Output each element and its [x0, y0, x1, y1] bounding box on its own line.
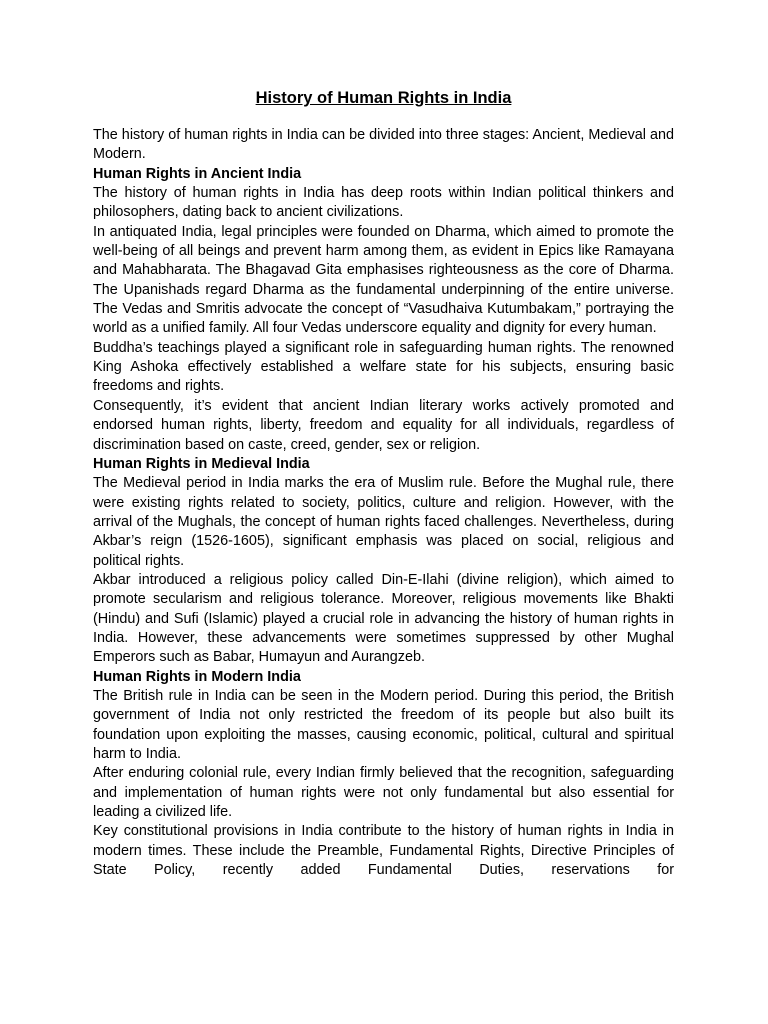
document-title: History of Human Rights in India	[255, 89, 512, 107]
medieval-paragraph-1: The Medieval period in India marks the era of Muslim rule. Before the Mughal rule, there were existing rights related to society, politics, culture and religion. However, with the arrival of the Mughals, the concept of human rights faced challenges. Nevertheless, during Akbar’s reign (1526-1605), significant emphasis was placed on social, religious and political rights.	[93, 475, 674, 569]
modern-paragraph-2: After enduring colonial rule, every Indian firmly believed that the recognition, safeguarding and implementation of human rights were not only fundamental but also essential for leading a civilized life.	[93, 765, 674, 821]
section-heading-medieval: Human Rights in Medieval India	[93, 455, 310, 472]
document-page	[93, 88, 674, 880]
modern-paragraph-3: Key constitutional provisions in India contribute to the history of human rights in India in modern times. These include the Preamble, Fundamental Rights, Directive Principles of State Policy, recently added Fundamental Duties, reservations for	[93, 823, 674, 879]
section-heading-modern: Human Rights in Modern India	[93, 668, 301, 685]
modern-paragraph-1: The British rule in India can be seen in the Modern period. During this period, the British government of India not only restricted the freedom of its people but also built its foundation upon exploiting the masses, causing economic, political, cultural and spiritual harm to India.	[93, 687, 674, 762]
ancient-paragraph-3: Buddha’s teachings played a significant role in safeguarding human rights. The renowned King Ashoka effectively established a welfare state for his subjects, ensuring basic freedoms and rights.	[93, 339, 674, 395]
ancient-paragraph-2: In antiquated India, legal principles were founded on Dharma, which aimed to promote the well-being of all beings and prevent harm among them, as evident in Epics like Ramayana and Mahabharata. The Bhagavad Gita emphasises righteousness as the core of Dharma. The Upanishads regard Dharma as the fundamental underpinning of the entire universe. The Vedas and Smritis advocate the concept of “Vasudhaiva Kutumbakam,” portraying the world as a unified family. All four Vedas underscore equality and dignity for every human.	[93, 223, 674, 337]
intro-paragraph: The history of human rights in India can be divided into three stages: Ancient, Medieval and Modern.	[93, 127, 674, 163]
section-heading-ancient: Human Rights in Ancient India	[93, 165, 302, 182]
ancient-paragraph-4: Consequently, it’s evident that ancient Indian literary works actively promoted and endorsed human rights, liberty, freedom and equality for all individuals, regardless of discrimination based on caste, creed, gender, sex or religion.	[93, 397, 674, 453]
ancient-paragraph-1: The history of human rights in India has deep roots within Indian political thinkers and philosophers, dating back to ancient civilizations.	[93, 185, 674, 221]
medieval-paragraph-2: Akbar introduced a religious policy called Din-E-Ilahi (divine religion), which aimed to promote secularism and religious tolerance. Moreover, religious movements like Bhakti (Hindu) and Sufi (Islamic) played a crucial role in advancing the history of human rights in India. However, these advancements were sometimes suppressed by other Mughal Emperors such as Babar, Humayun and Aurangzeb.	[93, 571, 674, 666]
